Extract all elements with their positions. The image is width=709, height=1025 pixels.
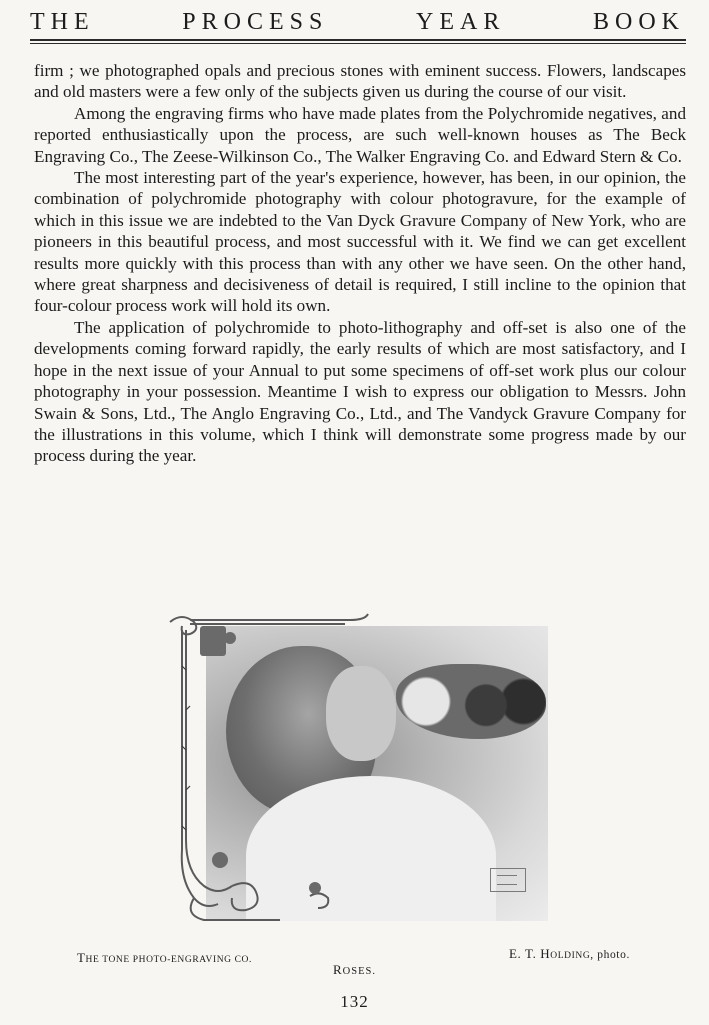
header-rule-thin <box>30 43 686 44</box>
paragraph: Among the engraving firms who have made plates from the Polychromide negatives, and reported enthusiastically upon the process, are such well-known houses as The Beck Engraving Co., The Zeese-Wilkinson Co., The Walker Engraving Co. and Edward Stern & Co. <box>34 103 686 166</box>
running-head-word: YEAR <box>416 9 506 35</box>
header-rule <box>30 39 686 41</box>
caption-text: OSES. <box>342 966 376 977</box>
credit-text: HE TONE PHOTO-ENGRAVING CO. <box>85 955 252 965</box>
running-head <box>30 6 685 38</box>
caption-initial: R <box>333 962 343 977</box>
running-head-word: BOOK <box>592 9 685 35</box>
body-text <box>34 60 686 467</box>
photographer-credit <box>509 946 630 962</box>
running-head-word: PROCESS <box>182 9 329 35</box>
paragraph: The application of polychromide to photo-lithography and off-set is also one of the developments coming forward rapidly, the early results of which are most satisfactory, and I hope in the next issue of your Annual to put some specimens of off-set work plus our colour photography in your possession. Meantime I wish to express our obligation to Messrs. John Swain & Sons, Ltd., The Anglo Engraving Co., Ltd., and The Vandyck Gravure Company for the illustrations in this volume, which I think will demonstrate some progress made by our process during the year. <box>34 317 686 466</box>
paragraph: firm ; we photographed opals and precious stones with eminent success. Flowers, landscapes and old masters were a few only of the subjects given us during the course of our visit. <box>34 61 686 102</box>
credit-text: OLDING <box>550 951 591 961</box>
paragraph: The most interesting part of the year's experience, however, has been, in our opinion, the combination of polychromide photography with colour photogravure, for the example of which in this issue we are indebted to the Van Dyck Gravure Company of New York, who are pioneers in this beautiful process, and most successful with it. We find we can get excellent results more quickly with this process than with any other we have seen. On the other hand, where great sharpness and decisiveness of detail is required, I still incline to the opinion that four-colour process work will hold its own. <box>34 168 686 316</box>
credit-suffix: , photo. <box>590 949 630 961</box>
credit-initials: E. T. H <box>509 946 551 961</box>
engraver-monogram <box>490 868 526 892</box>
credit-initial: T <box>77 950 86 965</box>
plate-caption <box>0 962 709 978</box>
illustration-plate <box>160 610 555 925</box>
running-head-word: THE <box>30 9 95 35</box>
page-number: 132 <box>340 992 369 1011</box>
